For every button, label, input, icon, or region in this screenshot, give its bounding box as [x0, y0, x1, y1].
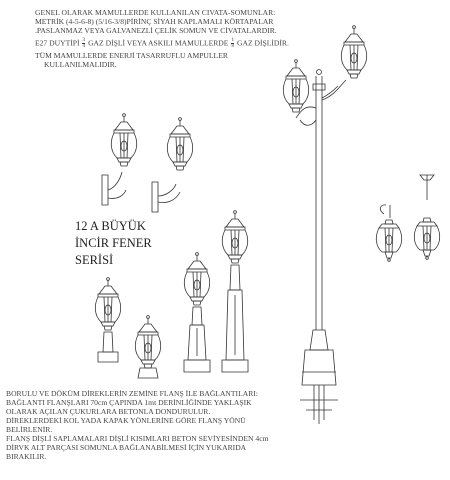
- bottom-note-line-3: OLARAK AÇILAN ÇUKURLARA BETONLA DONDURULUR.: [6, 407, 211, 416]
- bottom-note-line-7: DİRVK ALT PARÇASI SOMUNLA BAĞLANABİLMESİ İÇİN YUKARIDA: [6, 443, 247, 452]
- hanging-lantern-left: [376, 220, 401, 261]
- top-note-line-2: METRİK (4-5-6-8) (5/16-3/8)PİRİNÇ SİYAH KAPLAMALI KÖRTAPALAR: [35, 17, 274, 26]
- fraction-numerator: 1: [231, 37, 235, 43]
- bottom-note-line-1: BORULU VE DÖKÜM DİREKLERİN ZEMİNE FLANŞ İLE BAĞLANTILARI:: [6, 389, 258, 398]
- fraction-numerator: 3: [82, 37, 86, 43]
- hanging-lantern-right: [414, 218, 439, 259]
- bottom-note-line-4: DİREKLERDEKİ KOL YADA KAPAK YÖNLERİNE GÖRE FLANŞ YÖNÜ: [6, 416, 246, 425]
- bollard-base: [138, 368, 158, 378]
- bottom-note-line-6: FLANŞ DİŞLİ SAPLAMALARI DİŞLİ KISIMLARI BETON SEVİYESİNDEN 4cm: [6, 434, 269, 443]
- top-note-line-1: GENEL OLARAK MAMULLERDE KULLANILAN CIVATA-SOMUNLAR:: [35, 8, 276, 17]
- series-title-line-1: 12 A BÜYÜK: [75, 219, 146, 233]
- top-note-line-5: TÜM MAMULLERDE ENERJİ TASARRUFLU AMPULLER: [35, 51, 228, 60]
- top-note-line-4-part-c: GAZ DİŞLİDİR.: [236, 38, 289, 48]
- bottom-note-line-5: BELİRLENİR.: [6, 425, 53, 434]
- top-note-line-3: .PASLANMAZ VEYA GALVANEZLİ ÇELİK SOMUN VE CİVATALARDIR.: [35, 26, 277, 35]
- series-title-line-3: SERİSİ: [75, 253, 114, 267]
- short-post-lantern: [95, 278, 120, 330]
- wall-lantern-right: [167, 118, 192, 170]
- bottom-note-line-8: BIRAKILIR.: [6, 452, 47, 461]
- short-post: [98, 332, 118, 362]
- top-note-line-6: KULLANILMALIDIR.: [44, 60, 117, 69]
- wall-bracket-left: [102, 172, 126, 205]
- fraction-denominator: 4: [82, 43, 86, 49]
- fraction-denominator: 8: [231, 43, 235, 49]
- post-lantern-medium: [184, 253, 209, 305]
- bollard-lantern: [135, 316, 160, 368]
- post-tall: [222, 265, 248, 372]
- wall-bracket-right: [152, 182, 180, 212]
- series-title-line-2: İNCİR FENER: [75, 236, 152, 250]
- post-medium: [184, 307, 210, 372]
- post-lantern-tall: [222, 211, 247, 263]
- bottom-notes: [6, 389, 268, 461]
- hanging-chains: [380, 175, 434, 218]
- wall-lantern-left: [111, 114, 136, 166]
- top-note-line-4-part-b: GAZ DİŞLİ VEYA ASKILI MAMULLERDE: [88, 38, 229, 48]
- tall-double-arm-pole: [296, 70, 346, 425]
- pole-lantern-left: [283, 60, 308, 112]
- pole-lantern-right: [341, 26, 366, 78]
- bottom-note-line-2: BAĞLANTI FLANŞLARI 70cm ÇAPINDA 1mt DERİNLİĞİNDE YAKLAŞIK: [6, 398, 252, 407]
- top-note-line-4-part-a: E27 DUYTİPİ: [35, 38, 80, 48]
